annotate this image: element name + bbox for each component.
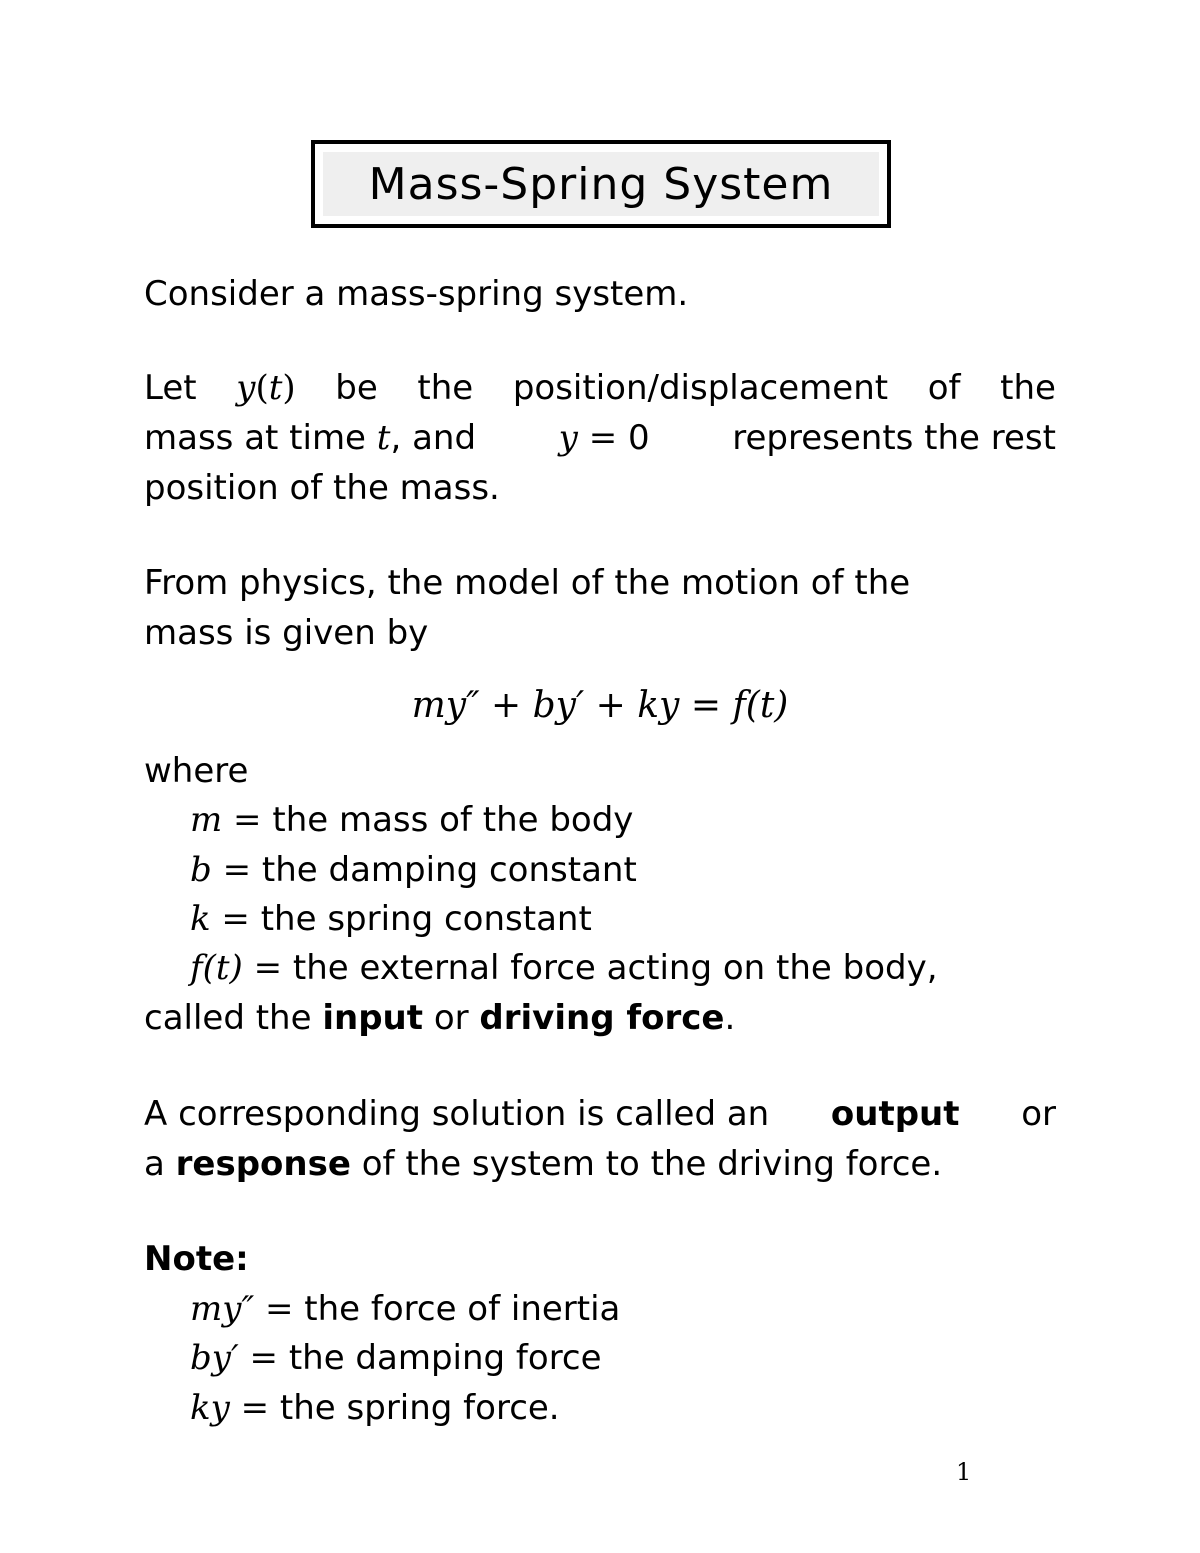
term-output: output: [830, 1094, 960, 1134]
called-line: called the input or driving force.: [144, 998, 736, 1038]
title-box-inner: [323, 152, 879, 216]
page-title: Mass-Spring System: [368, 158, 834, 210]
note-item: by′ = the damping force: [190, 1338, 602, 1378]
term-driving-force: driving force: [479, 998, 725, 1038]
para1-line1: [144, 368, 1056, 408]
word: position/displacement: [512, 368, 889, 408]
definition-item: b = the damping constant: [190, 850, 637, 890]
word: the: [1000, 368, 1056, 408]
math-y-equals-zero: y = 0: [558, 418, 650, 458]
para3-line2: a response of the system to the driving force.: [144, 1144, 943, 1184]
definition-item: m = the mass of the body: [190, 800, 634, 840]
para2-line1: From physics, the model of the motion of the: [144, 563, 911, 603]
note-item: my″ = the force of inertia: [190, 1289, 621, 1329]
page-number: 1: [956, 1458, 972, 1486]
para1-line3: position of the mass.: [144, 468, 500, 508]
para1-line2: [144, 418, 1056, 458]
equation-lhs: my″ + by′ + ky: [411, 685, 680, 726]
definition-item: k = the spring constant: [190, 899, 592, 939]
title-box: [311, 140, 891, 228]
text-run: mass at time t, and: [144, 418, 477, 458]
word: of: [927, 368, 961, 408]
definition-item: f(t) = the external force acting on the body,: [190, 948, 938, 988]
term-response: response: [175, 1144, 351, 1184]
para3-line1: A corresponding solution is called an output or: [144, 1094, 1056, 1134]
word: the: [417, 368, 474, 408]
word: be: [335, 368, 378, 408]
note-label: Note:: [144, 1239, 249, 1279]
equation-rhs: f(t): [732, 685, 789, 726]
text-run: represents the rest: [732, 418, 1056, 458]
para2-line2: mass is given by: [144, 613, 429, 653]
term-input: input: [322, 998, 423, 1038]
intro-line: Consider a mass-spring system.: [144, 274, 689, 314]
note-item: ky = the spring force.: [190, 1388, 560, 1428]
where-label: where: [144, 751, 249, 791]
math-y-of-t: y(t): [236, 368, 296, 408]
word: Let: [144, 368, 197, 408]
motion-equation: my″ + by′ + ky = f(t): [411, 685, 789, 726]
